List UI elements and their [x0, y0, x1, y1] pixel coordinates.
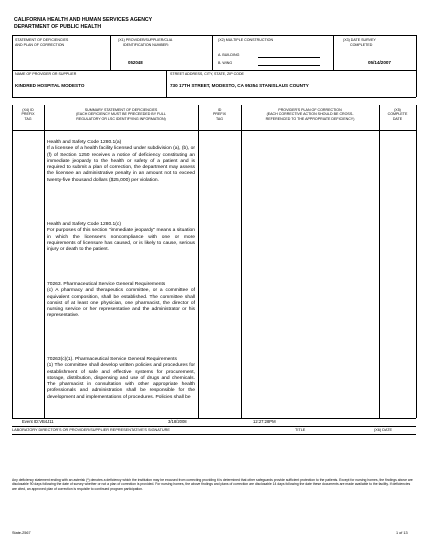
event-id: Event ID:VB4J11 [22, 419, 54, 424]
x3-label-2: COMPLETED [350, 43, 373, 47]
provider-label: NAME OF PROVIDER OR SUPPLIER [15, 72, 77, 76]
header-mid-border [12, 70, 416, 71]
header-divider-2 [212, 35, 213, 70]
provider-id-value: 052048 [128, 60, 143, 65]
header-left-border [12, 35, 13, 97]
x1-label-2: IDENTIFICATION NUMBER: [123, 43, 169, 47]
x6-date-label: (X6) DATE [374, 428, 393, 432]
id-header: ID PREFIX TAG [213, 108, 226, 121]
department-name: DEPARTMENT OF PUBLIC HEALTH [14, 24, 102, 30]
signature-line-border [12, 434, 416, 435]
building-label: A. BUILDING [218, 53, 240, 57]
print-date: 3/18/2008 [168, 419, 187, 424]
column-header-bottom [12, 130, 416, 131]
header-bottom-border [12, 97, 416, 98]
col-border-left [12, 105, 13, 418]
col-border-4 [379, 105, 380, 418]
x5-header: (X5) COMPLETE DATE [387, 108, 408, 121]
body-bottom-border [12, 418, 416, 419]
form-id: State-2567 [12, 531, 31, 535]
deficiency-paragraph-3: 70263. Pharmaceutical Service General Requirements (c) A pharmacy and therapeutics committee, or a committee of equivalent composition, shall be established. The committee shall consist of at least one physician, one pharmacist, the director of nursing service or her representative and the administrator or his representative. [47, 282, 195, 319]
header-top-border [12, 35, 416, 36]
statement-label: STATEMENT OF DEFICIENCIES [15, 38, 69, 42]
header-right-border [416, 35, 417, 97]
provider-name-value: KINDRED HOSPITAL MODESTO [15, 83, 85, 88]
disclaimer-text: Any deficiency statement ending with an asterisk (*) denotes a deficiency which the institution may be excused from correcting providing it is determined that other safeguards provide sufficient protection to the patients. Except for nursing homes, the findings above are disclosable 90 days following the date of survey whether or not a plan of correction is provided. For nursing homes, the above findings and plans of correction are disclosable 14 days following the date these documents are made available to the facility. If deficiencies are cited, an approved plan of correction is requisite to continued program participation. [12, 478, 413, 491]
wing-line [258, 65, 320, 66]
deficiency-paragraph-4: 70263(c)(1). Pharmaceutical Service General Requirements (1) The committee shall develop written policies and procedures for establishment of safe and effective systems for procurement, storage, distribution, dispensing and use of drugs and chemicals. The pharmacist in consultation with other appropriate health professionals and administration shall be responsible for the development and implementations of procedures. Policies shall be [47, 357, 195, 400]
header-divider-1 [110, 35, 111, 70]
x4-header: (X4) ID PREFIX TAG [21, 108, 35, 121]
plan-header: PROVIDER'S PLAN OF CORRECTION (EACH CORRECTIVE ACTION SHOULD BE CROSS- REFERENCED TO THE APPROPRIATE DEFICIENCY) [265, 108, 355, 121]
statement-label-2: AND PLAN OF CORRECTION [15, 43, 65, 47]
col-border-3 [241, 105, 242, 418]
x1-label: (X1) PROVIDER/SUPPLIER/CLIA [118, 38, 173, 42]
summary-header: SUMMARY STATEMENT OF DEFICIENCIES (EACH DEFICIENCY MUST BE PRECEEDED BY FULL REGULATORY OR LSC IDENTIFYING INFORMATION) [76, 108, 166, 121]
col-border-1 [44, 105, 45, 418]
wing-label: B. WING [218, 61, 233, 65]
title-label: TITLE [295, 428, 306, 432]
building-line [258, 57, 320, 58]
page-number: 1 of 13 [396, 531, 408, 535]
address-label: STREET ADDRESS, CITY, STATE, ZIP CODE [170, 72, 244, 76]
address-value: 730 17TH STREET, MODESTO, CA 95354 STANISLAUS COUNTY [170, 83, 309, 88]
event-line-border [12, 426, 416, 427]
x3-label: (X3) DATE SURVEY [343, 38, 376, 42]
deficiency-paragraph-1: Health and Safety Code 1280.1(a) If a licensee of a health facility licensed under subdivision (a), (b), or (f) of Section 1250 receives a notice of deficiency constituting an immediate jeopardy to the health or safety of a patient and is required to submit a plan of correction, the department may assess the licensee an administrative penalty in an amount not to exceed twenty-five thousand dollars ($25,000) per violation. [47, 140, 195, 183]
agency-name: CALIFORNIA HEALTH AND HUMAN SERVICES AGENCY [14, 17, 153, 23]
survey-date-value: 05/14/2007 [368, 60, 391, 65]
header-divider-4 [166, 70, 167, 97]
col-border-2 [198, 105, 199, 418]
deficiency-paragraph-2: Health and Safety Code 1280.1(c) For purposes of this section "immediate jeopardy" means a situation in which the licensee's noncompliance with one or more requirements of licensure has caused, or is likely to cause, serious injury or death to the patient. [47, 222, 195, 253]
signature-label: LABORATORY DIRECTOR'S OR PROVIDER/SUPPLIER REPRESENTATIVE'S SIGNATURE [12, 428, 170, 432]
header-divider-3 [333, 35, 334, 70]
print-time: 12:27:28PM [253, 419, 276, 424]
col-border-right [416, 105, 417, 418]
x2-label: (X2) MULTIPLE CONSTRUCTION [218, 38, 274, 42]
